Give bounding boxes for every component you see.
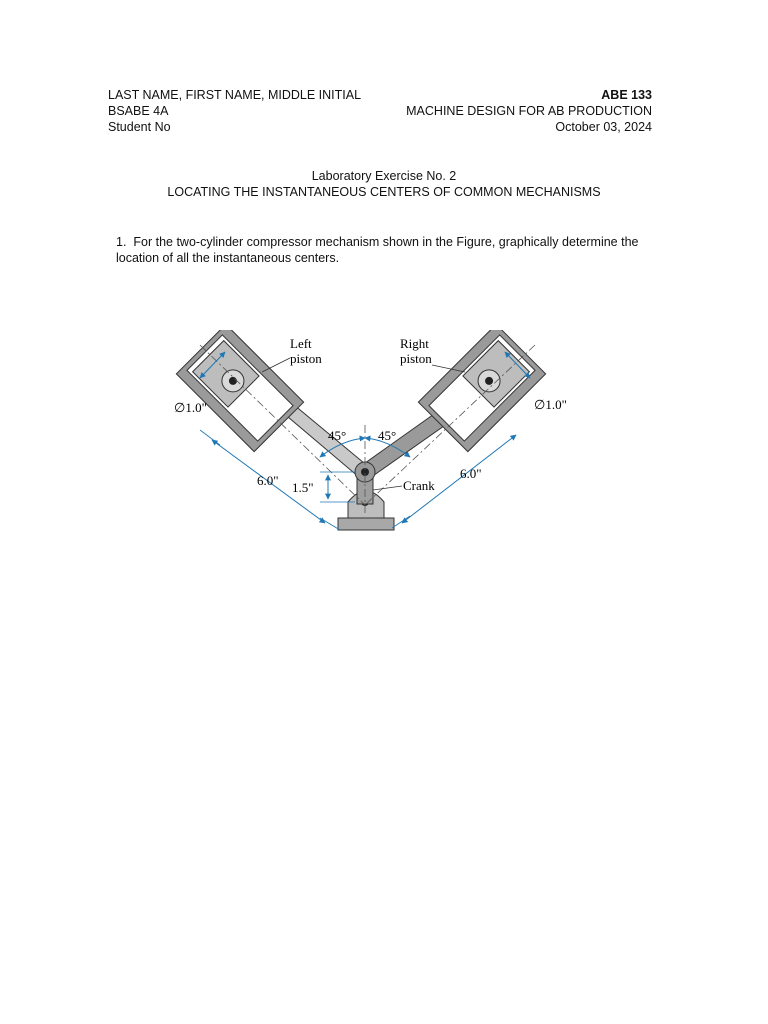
right-bore-label: ∅1.0" [534,397,567,412]
right-angle-label: 45° [378,428,397,443]
left-piston-label-1: Left [290,336,312,351]
right-length-label: 6.0" [460,466,482,481]
left-piston-label-2: piston [290,351,322,366]
question-number: 1. [116,235,127,249]
left-bore-label: ∅1.0" [174,400,207,415]
right-piston-label-2: piston [400,351,432,366]
exercise-title: Laboratory Exercise No. 2 [311,169,457,183]
student-name-line: LAST NAME, FIRST NAME, MIDDLE INITIAL [108,88,362,102]
compressor-mechanism-figure [170,330,590,535]
document-date: October 03, 2024 [555,120,652,134]
crank-label: Crank [403,478,435,493]
question-text: For the two-cylinder compressor mechanism shown in the Figure, graphically determine the location of all the instantaneous centers. [116,235,639,265]
student-number-line: Student No [108,120,171,134]
ground-base [338,518,394,530]
left-cylinder [176,330,303,452]
crank-offset-label: 1.5" [292,480,314,495]
left-angle-label: 45° [328,428,347,443]
question-1 [116,234,656,266]
course-code: ABE 133 [601,88,652,102]
course-title: MACHINE DESIGN FOR AB PRODUCTION [406,104,652,118]
section-line: BSABE 4A [108,104,169,118]
right-piston-label-1: Right [400,336,429,351]
left-length-label: 6.0" [257,473,279,488]
right-cylinder [418,330,545,452]
exercise-subtitle: LOCATING THE INSTANTANEOUS CENTERS OF COMMON MECHANISMS [167,185,601,199]
